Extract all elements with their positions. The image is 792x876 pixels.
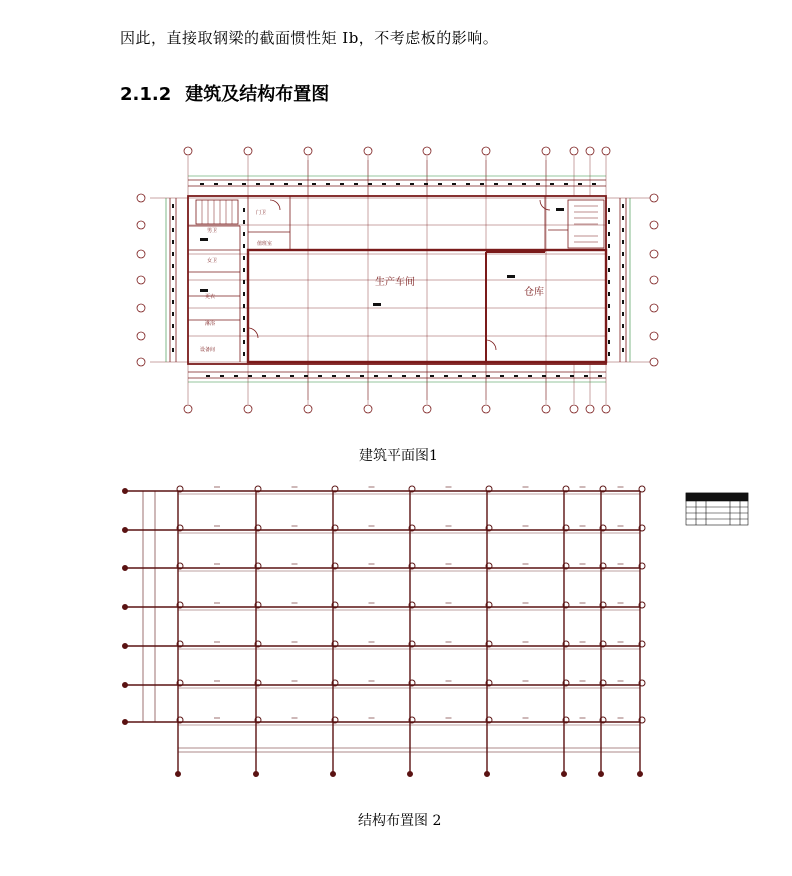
figure-1-caption: 建筑平面图1 bbox=[359, 448, 438, 464]
room-label-lounge: 值班室 bbox=[257, 241, 273, 247]
section-number: 2.1.2 bbox=[120, 84, 172, 105]
title-block bbox=[686, 493, 748, 525]
intro-paragraph: 因此，直接取钢梁的截面惯性矩 Ib，不考虑板的影响。 bbox=[120, 29, 499, 47]
room-label-equipment: 设备间 bbox=[200, 347, 216, 353]
room-label-warehouse: 仓库 bbox=[524, 287, 544, 298]
figure-2-caption: 结构布置图 2 bbox=[358, 813, 442, 829]
room-label-shower: 淋浴 bbox=[205, 321, 216, 327]
room-label-office: 门卫 bbox=[256, 210, 267, 216]
room-label-restroom-2: 女卫 bbox=[207, 258, 218, 264]
room-label-workshop: 生产车间 bbox=[375, 277, 415, 288]
section-title: 建筑及结构布置图 bbox=[185, 84, 330, 105]
room-label-restroom-1: 男卫 bbox=[207, 228, 218, 234]
room-label-dressing: 更衣 bbox=[205, 294, 216, 300]
